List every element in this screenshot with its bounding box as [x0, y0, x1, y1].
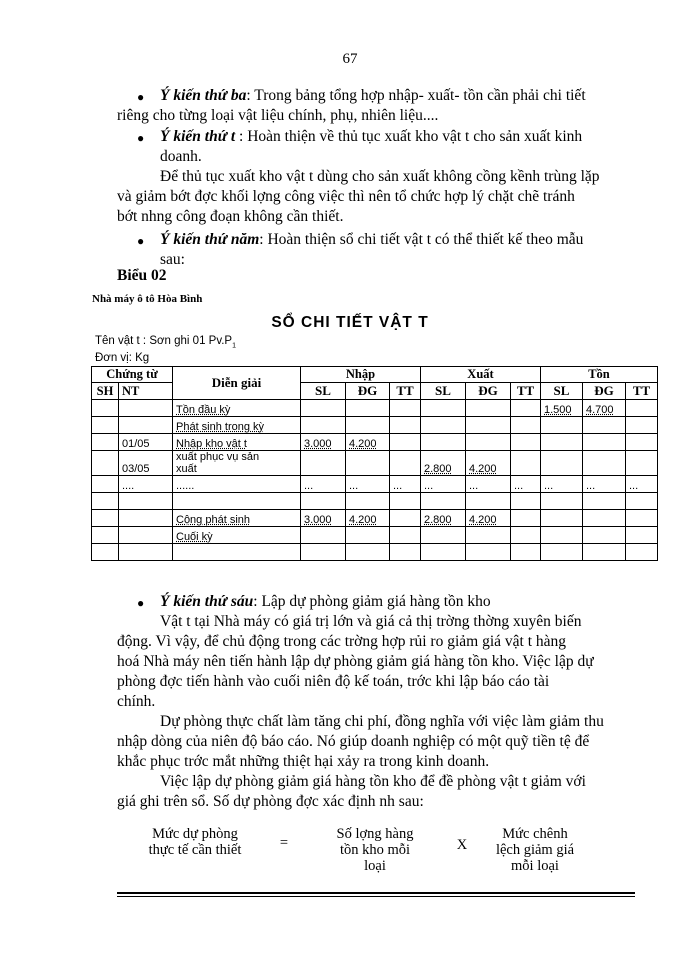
cell-nhap-dg: 4.200: [346, 434, 390, 451]
cell-ton-sl: [541, 417, 583, 434]
cell-xuat-tt: [511, 400, 541, 417]
bullet-icon: ●: [137, 234, 145, 248]
formula-left-line2: thực tế cần thiết: [148, 842, 242, 858]
header-nhap-dg: ĐG: [346, 383, 390, 400]
y-kien-5-line2: sau:: [160, 251, 185, 268]
ledger-table: [91, 366, 658, 561]
cell-nhap-sl: [301, 451, 346, 476]
formula-right-line1: Mức chênh: [502, 826, 568, 842]
cell-ton-dg: [583, 527, 626, 544]
header-nt: NT: [119, 383, 173, 400]
y-kien-4-line1: [160, 127, 582, 147]
cell-xuat-dg: [466, 417, 511, 434]
y-kien-4-p3: bớt nhng công đoạn không cần thiết.: [117, 208, 344, 225]
cell-xuat-dg: 4.200: [466, 510, 511, 527]
footer-rule-thin: [117, 896, 635, 897]
cell-xuat-tt: [511, 451, 541, 476]
cell-sh: [92, 476, 119, 493]
page-number: 67: [342, 51, 358, 67]
ten-vat-tu-sub: 1: [232, 342, 236, 350]
cell-ton-tt: ...: [626, 476, 658, 493]
cell-xuat-tt: [511, 527, 541, 544]
table-row: [92, 493, 658, 510]
cell-nhap-sl: 3.000: [301, 434, 346, 451]
formula-left: [130, 826, 260, 858]
y-kien-4-p2: và giảm bớt đợc khối lợng công việc thì nên tổ chức hợp lý chặt chẽ tránh: [117, 188, 575, 205]
header-nhap-tt: TT: [390, 383, 421, 400]
cell-nhap-sl: ...: [301, 476, 346, 493]
header-xuat-tt: TT: [511, 383, 541, 400]
cell-ton-dg: [583, 493, 626, 510]
formula-right-line3: mỗi loại: [511, 858, 559, 874]
cell-nhap-dg: [346, 527, 390, 544]
cell-nhap-dg: [346, 400, 390, 417]
cell-ton-sl: [541, 544, 583, 561]
cell-xuat-sl: [421, 527, 466, 544]
cell-xuat-tt: [511, 493, 541, 510]
cell-ton-sl: [541, 493, 583, 510]
cell-ton-sl: [541, 434, 583, 451]
y-kien-6-line1: [160, 592, 491, 612]
cell-ton-tt: [626, 417, 658, 434]
cell-dien-giai: Cộng phát sinh: [173, 510, 301, 527]
header-xuat-dg: ĐG: [466, 383, 511, 400]
cell-dien-giai: Phát sinh trong kỳ: [173, 417, 301, 434]
cell-nt: [119, 400, 173, 417]
don-vi: Đơn vị: Kg: [95, 352, 150, 364]
cell-dien-giai: Tồn đầu kỳ: [173, 400, 301, 417]
cell-nhap-sl: [301, 493, 346, 510]
cell-nhap-dg: [346, 493, 390, 510]
cell-sh: [92, 544, 119, 561]
cell-ton-sl: [541, 527, 583, 544]
y-kien-6-p3-line: Việc lập dự phòng giảm giá hàng tồn kho để đề phòng vật t giảm với: [160, 773, 586, 790]
cell-dien-giai: [173, 544, 301, 561]
cell-xuat-sl: ...: [421, 476, 466, 493]
formula-mid-line1: Số lợng hàng: [336, 826, 414, 842]
cell-sh: [92, 527, 119, 544]
header-ton-sl: SL: [541, 383, 583, 400]
cell-xuat-tt: [511, 417, 541, 434]
cell-xuat-sl: [421, 417, 466, 434]
cell-ton-dg: [583, 544, 626, 561]
formula-equals: =: [279, 835, 289, 851]
cell-xuat-dg: [466, 527, 511, 544]
y-kien-5-line1: [160, 230, 583, 250]
cell-ton-dg: 4.700: [583, 400, 626, 417]
header-nhap-sl: SL: [301, 383, 346, 400]
cell-nt: [119, 510, 173, 527]
cell-xuat-dg: [466, 400, 511, 417]
cell-nt: [119, 544, 173, 561]
y-kien-5-text: : Hoàn thiện sổ chi tiết vật t có thể thiết kế theo mẫu: [259, 231, 584, 248]
cell-xuat-tt: ...: [511, 476, 541, 493]
formula-right: [480, 826, 590, 874]
cell-nt: 03/05: [119, 451, 173, 476]
cell-xuat-sl: 2.800: [421, 451, 466, 476]
formula-right-line2: lệch giảm giá: [495, 842, 575, 858]
formula-left-line1: Mức dự phòng: [152, 826, 238, 842]
y-kien-6-p2-line: Dự phòng thực chất làm tăng chi phí, đồng nghĩa với việc làm giảm thu: [160, 713, 604, 730]
cell-xuat-dg: [466, 544, 511, 561]
cell-nhap-dg: [346, 417, 390, 434]
y-kien-6-p2-line: nhập dòng của niên độ báo cáo. Nó giúp doanh nghiệp có một quỹ tiền tệ để: [117, 733, 590, 750]
cell-ton-sl: ...: [541, 476, 583, 493]
cell-dien-giai: Cuối kỳ: [173, 527, 301, 544]
cell-nt: [119, 493, 173, 510]
cell-nhap-tt: [390, 510, 421, 527]
y-kien-4-text: : Hoàn thiện về thủ tục xuất kho vật t cho sản xuất kinh: [235, 128, 583, 145]
formula-middle: [320, 826, 430, 874]
cell-ton-sl: [541, 451, 583, 476]
y-kien-6-text: : Lập dự phòng giảm giá hàng tồn kho: [253, 593, 491, 610]
cell-sh: [92, 451, 119, 476]
formula-mid-line3: loại: [364, 858, 386, 874]
cell-dien-giai-line2: xuất: [176, 463, 197, 475]
cell-nhap-dg: [346, 544, 390, 561]
header-ton-dg: ĐG: [583, 383, 626, 400]
company-name: Nhà máy ô tô Hòa Bình: [92, 293, 203, 305]
cell-xuat-sl: [421, 493, 466, 510]
table-row: [92, 417, 658, 434]
cell-nhap-tt: [390, 417, 421, 434]
cell-nt: 01/05: [119, 434, 173, 451]
cell-dien-giai: [173, 451, 301, 476]
table-header-row: [92, 367, 658, 383]
cell-nt: [119, 417, 173, 434]
cell-ton-sl: [541, 510, 583, 527]
cell-ton-dg: [583, 451, 626, 476]
cell-nhap-sl: [301, 544, 346, 561]
y-kien-6-p1-line: Vật t tại Nhà máy có giá trị lớn và giá cả thị trờng thờng xuyên biến: [160, 613, 582, 630]
cell-nt: [119, 527, 173, 544]
cell-ton-tt: [626, 527, 658, 544]
y-kien-3-label: Ý kiến thứ ba: [160, 87, 247, 104]
cell-xuat-tt: [511, 544, 541, 561]
cell-nhap-sl: [301, 527, 346, 544]
y-kien-5-label: Ý kiến thứ năm: [160, 231, 260, 248]
header-dien-giai: Diễn giải: [173, 367, 301, 400]
y-kien-3-line2: riêng cho từng loại vật liệu chính, phụ, nhiên liệu....: [117, 107, 439, 124]
cell-dien-giai: ......: [173, 476, 301, 493]
cell-sh: [92, 493, 119, 510]
cell-nhap-dg: 4.200: [346, 510, 390, 527]
header-sh: SH: [92, 383, 119, 400]
header-xuat: Xuất: [421, 367, 541, 383]
bieu-label: Biểu 02: [117, 267, 167, 284]
formula-times: X: [456, 837, 468, 853]
y-kien-4-p1: Để thủ tục xuất kho vật t dùng cho sản xuất không cồng kềnh trùng lặp: [160, 168, 600, 185]
cell-xuat-sl: [421, 434, 466, 451]
y-kien-4-label: Ý kiến thứ t: [160, 128, 236, 145]
y-kien-6-p1-line: động. Vì vậy, để chủ động trong các trờng hợp rủi ro giảm giá vật t hàng: [117, 633, 567, 650]
cell-xuat-dg: 4.200: [466, 451, 511, 476]
y-kien-6-p1-line: chính.: [117, 693, 156, 710]
cell-xuat-tt: [511, 510, 541, 527]
cell-ton-tt: [626, 544, 658, 561]
cell-ton-dg: [583, 510, 626, 527]
cell-xuat-dg: [466, 434, 511, 451]
cell-nhap-sl: 3.000: [301, 510, 346, 527]
ten-vat-tu: [95, 335, 236, 349]
bullet-icon: ●: [137, 90, 145, 104]
cell-xuat-tt: [511, 434, 541, 451]
cell-ton-dg: ...: [583, 476, 626, 493]
cell-xuat-dg: ...: [466, 476, 511, 493]
cell-ton-sl: 1.500: [541, 400, 583, 417]
cell-xuat-sl: [421, 544, 466, 561]
cell-sh: [92, 434, 119, 451]
y-kien-6-p3-line: giá ghi trên sổ. Số dự phòng đợc xác định nh sau:: [117, 793, 424, 810]
cell-nhap-tt: [390, 493, 421, 510]
y-kien-6-p1-line: phòng đợc tiến hành vào cuối niên độ kế toán, trớc khi lập báo cáo tài: [117, 673, 550, 690]
header-xuat-sl: SL: [421, 383, 466, 400]
cell-ton-tt: [626, 434, 658, 451]
cell-nhap-tt: [390, 527, 421, 544]
cell-xuat-dg: [466, 493, 511, 510]
cell-dien-giai: [173, 493, 301, 510]
cell-nhap-tt: [390, 434, 421, 451]
table-row: [92, 510, 658, 527]
y-kien-6-p1-line: hoá Nhà máy nên tiến hành lập dự phòng giảm giá hàng tồn kho. Việc lập dự: [117, 653, 594, 670]
cell-nhap-tt: ...: [390, 476, 421, 493]
cell-nhap-tt: [390, 544, 421, 561]
header-ton-tt: TT: [626, 383, 658, 400]
y-kien-4-line2: doanh.: [160, 148, 202, 165]
cell-ton-tt: [626, 493, 658, 510]
table-row: [92, 544, 658, 561]
cell-nhap-sl: [301, 417, 346, 434]
cell-nhap-dg: ...: [346, 476, 390, 493]
header-chung-tu: Chứng từ: [92, 367, 173, 383]
cell-dien-giai: Nhập kho vật t: [173, 434, 301, 451]
header-nhap: Nhập: [301, 367, 421, 383]
footer-rule: [117, 892, 635, 894]
cell-sh: [92, 510, 119, 527]
table-row: [92, 476, 658, 493]
cell-ton-dg: [583, 417, 626, 434]
cell-sh: [92, 417, 119, 434]
y-kien-3-line1: [160, 86, 632, 106]
ledger-title: SỔ CHI TIẾT VẬT T: [271, 314, 429, 331]
cell-sh: [92, 400, 119, 417]
bullet-icon: ●: [137, 596, 145, 610]
ten-vat-tu-text: Tên vật t : Sơn ghi 01 Pv.P: [95, 335, 233, 347]
cell-ton-dg: [583, 434, 626, 451]
cell-ton-tt: [626, 400, 658, 417]
header-ton: Tồn: [541, 367, 658, 383]
cell-nhap-dg: [346, 451, 390, 476]
y-kien-3-text: : Trong bảng tổng hợp nhập- xuất- tồn cần phải chi tiết: [246, 87, 586, 104]
cell-nt: ....: [119, 476, 173, 493]
cell-dien-giai-line1: xuất phục vụ sản: [176, 451, 260, 463]
cell-xuat-sl: 2.800: [421, 510, 466, 527]
formula-mid-line2: tồn kho mỗi: [339, 842, 411, 858]
cell-nhap-tt: [390, 400, 421, 417]
table-row: [92, 451, 658, 476]
y-kien-6-label: Ý kiến thứ sáu: [160, 593, 254, 610]
cell-ton-tt: [626, 451, 658, 476]
cell-ton-tt: [626, 510, 658, 527]
y-kien-6-p2-line: khắc phục trớc mắt những thiệt hại xảy ra trong kinh doanh.: [117, 753, 490, 770]
bullet-icon: ●: [137, 131, 145, 145]
table-row: [92, 527, 658, 544]
cell-nhap-tt: [390, 451, 421, 476]
table-row: [92, 434, 658, 451]
cell-nhap-sl: [301, 400, 346, 417]
cell-xuat-sl: [421, 400, 466, 417]
table-row: [92, 400, 658, 417]
